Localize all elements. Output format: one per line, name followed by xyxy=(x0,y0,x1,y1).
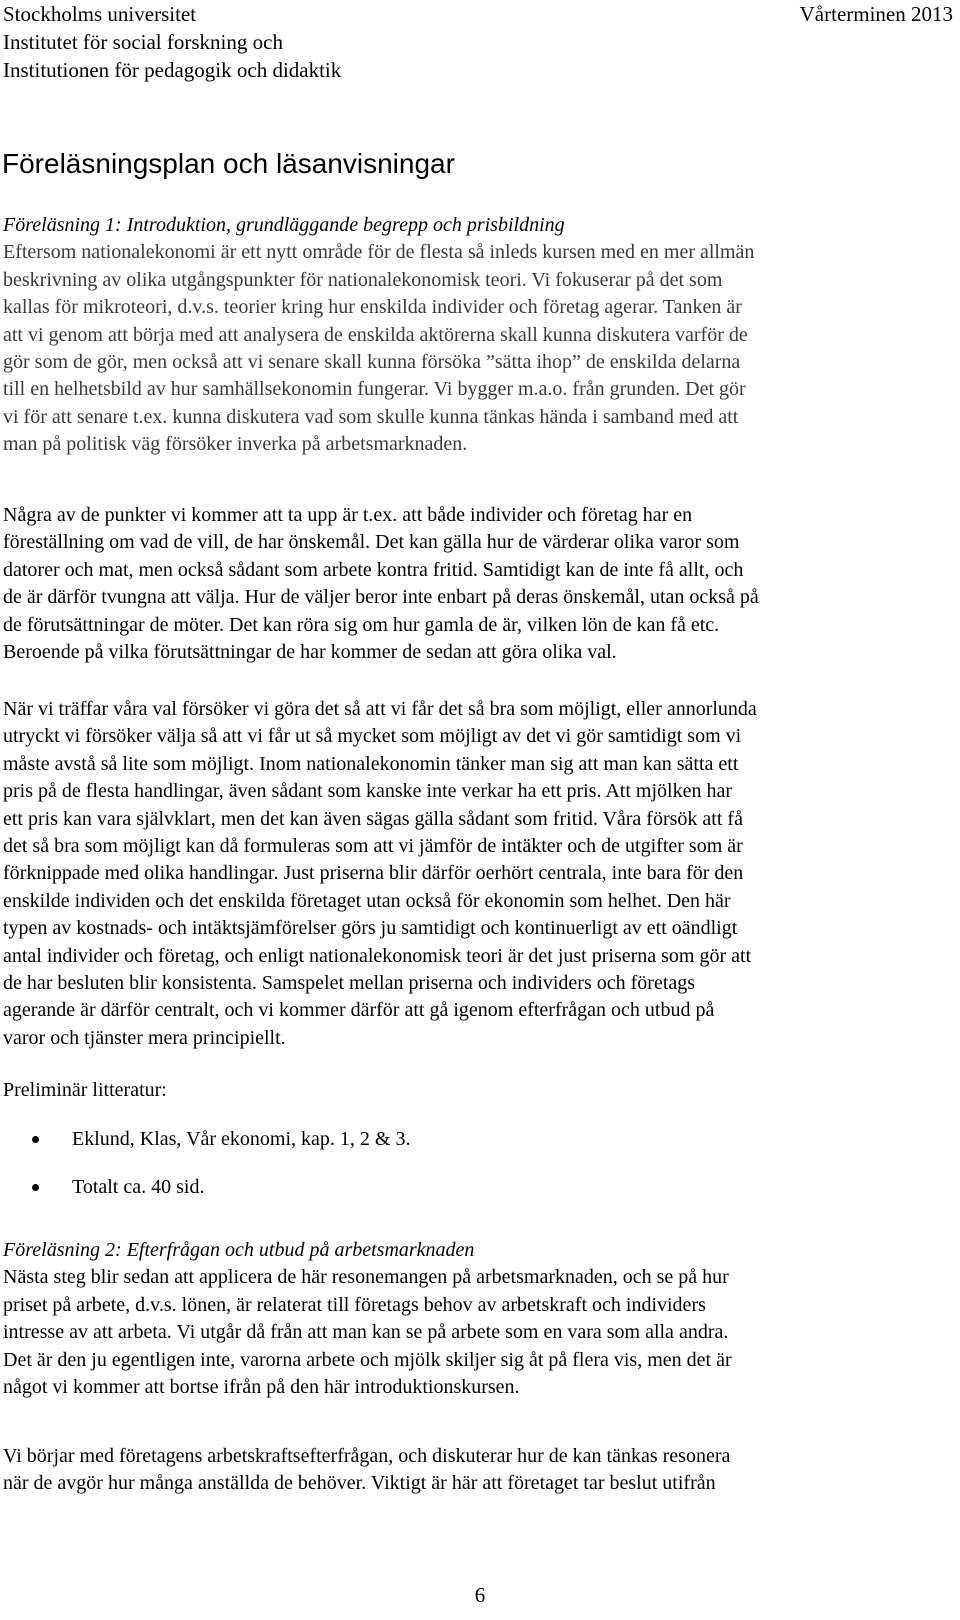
paragraph-line: varor och tjänster mera principiellt. xyxy=(3,1026,286,1049)
paragraph-line: förknippade med olika handlingar. Just priserna blir därför oerhört centrala, inte bara för den xyxy=(3,862,744,885)
paragraph-line: vi för att senare t.ex. kunna diskutera vad som skulle kunna tänkas hända i samband med att xyxy=(3,405,739,428)
paragraph-line: Några av de punkter vi kommer att ta upp är t.ex. att både individer och företag har en xyxy=(3,504,693,526)
literature-section xyxy=(3,1077,958,1104)
paragraph-line: de förutsättningar de möter. Det kan röra sig om hur gamla de är, vilken lön de kan få etc. xyxy=(3,613,720,636)
paragraph-line: att vi genom att börja med att analysera de enskilda aktörerna skall kunna diskutera varför de xyxy=(3,323,748,346)
paragraph-line: utryckt vi försöker välja så att vi får ut så mycket som möjligt av det vi gör samtidigt som vi xyxy=(3,725,742,748)
paragraph-line: när de avgör hur många anställda de behöver. Viktigt är här att företaget tar beslut utifrån xyxy=(3,1472,716,1495)
paragraph-line: man på politisk väg försöker inverka på arbetsmarknaden. xyxy=(3,433,468,456)
paragraph-line: agerande är därför centralt, och vi kommer därför att gå igenom efterfrågan och utbud på xyxy=(3,999,715,1022)
paragraph-line: typen av kostnads- och intäktsjämförelser görs ju samtidigt och kontinuerligt av ett oändligt xyxy=(3,917,738,940)
institute-line-1: Institutet för social forskning och xyxy=(3,30,283,54)
paragraph-line: antal individer och företag, och enligt nationalekonomisk teori är det just priserna som gör att xyxy=(3,944,752,967)
lecture-1-heading: Föreläsning 1: Introduktion, grundläggande begrepp och prisbildning xyxy=(3,214,565,236)
paragraph-line: datorer och mat, men också sådant som arbete kontra fritid. Samtidigt kan de inte få allt, och xyxy=(3,558,744,581)
literature-item: Totalt ca. 40 sid. xyxy=(72,1176,205,1198)
lecture-2-section xyxy=(3,1237,958,1401)
university-name: Stockholms universitet xyxy=(3,2,197,26)
paragraph-line: När vi träffar våra val försöker vi göra det så att vi får det så bra som möjligt, eller annorlunda xyxy=(3,698,757,720)
paragraph-line: intresse av att arbeta. Vi utgår då från att man kan se på arbete som en vara som alla andra. xyxy=(3,1321,729,1344)
bullet-icon xyxy=(32,1136,39,1143)
literature-list xyxy=(0,1126,950,1222)
literature-item: Eklund, Klas, Vår ekonomi, kap. 1, 2 & 3. xyxy=(72,1128,411,1150)
page-number: 6 xyxy=(474,1583,486,1607)
list-item xyxy=(0,1126,950,1174)
paragraph-line: till en helhetsbild av hur samhällsekonomin fungerar. Vi bygger m.a.o. från grunden. Det gör xyxy=(3,378,746,401)
paragraph-line: ett pris kan vara självklart, men det kan även sägas gälla sådant som fritid. Våra försök att få xyxy=(3,807,743,830)
term-label: Vårterminen 2013 xyxy=(799,2,953,26)
paragraph-line: Beroende på vilka förutsättningar de har kommer de sedan att göra olika val. xyxy=(3,641,617,664)
paragraph-line: måste avstå så lite som möjligt. Inom nationalekonomin tänker man sig att man kan sätta ett xyxy=(3,752,739,775)
paragraph-line: Vi börjar med företagens arbetskraftsefterfrågan, och diskuterar hur de kan tänkas resonera xyxy=(3,1445,731,1467)
lecture-1-section xyxy=(3,212,958,459)
page-header xyxy=(3,0,953,84)
paragraph-line: priset på arbete, d.v.s. lönen, är relaterat till företags behov av arbetskraft och individers xyxy=(3,1293,706,1316)
paragraph-line: enskilde individen och det enskilda företaget utan också för ekonomin som helhet. Den här xyxy=(3,889,731,912)
paragraph-line: pris på de flesta handlingar, även sådant som kanske inte verkar ha ett pris. Att mjölken har xyxy=(3,780,732,803)
literature-label: Preliminär litteratur: xyxy=(3,1079,167,1101)
bullet-icon xyxy=(32,1184,39,1191)
paragraph-line: det så bra som möjligt kan då formuleras som att vi jämför de intäkter och de utgifter som är xyxy=(3,835,743,858)
paragraph-line: beskrivning av olika utgångspunkter för nationalekonomisk teori. Vi fokuserar på det som xyxy=(3,268,723,291)
paragraph-line: Eftersom nationalekonomi är ett nytt område för de flesta så inleds kursen med en mer allmän xyxy=(3,241,755,264)
lecture-1-paragraph-1 xyxy=(3,239,958,458)
paragraph-line: något vi kommer att bortse ifrån på den här introduktionskursen. xyxy=(3,1376,520,1399)
lecture-1-paragraph-3 xyxy=(3,696,958,1052)
paragraph-line: föreställning om vad de vill, de har önskemål. Det kan gälla hur de värderar olika varor som xyxy=(3,531,740,554)
page-title: Föreläsningsplan och läsanvisningar xyxy=(2,148,455,179)
paragraph-line: Nästa steg blir sedan att applicera de här resonemangen på arbetsmarknaden, och se på hur xyxy=(3,1266,729,1289)
lecture-2-paragraph-2 xyxy=(3,1443,958,1498)
lecture-1-paragraph-2 xyxy=(3,502,958,666)
lecture-2-heading: Föreläsning 2: Efterfrågan och utbud på arbetsmarknaden xyxy=(3,1239,475,1261)
paragraph-line: de är därför tvungna att välja. Hur de väljer beror inte enbart på deras önskemål, utan också på xyxy=(3,586,759,609)
paragraph-line: gör som de gör, men också att vi senare skall kunna försöka ”sätta ihop” de enskilda delarna xyxy=(3,351,741,374)
paragraph-line: de har besluten blir konsistenta. Samspelet mellan priserna och individers och företags xyxy=(3,972,696,995)
paragraph-line: kallas för mikroteori, d.v.s. teorier kring hur enskilda individer och företag agerar. Tanken är xyxy=(3,296,742,319)
paragraph-line: Det är den ju egentligen inte, varorna arbete och mjölk skiljer sig åt på flera vis, men det är xyxy=(3,1348,732,1371)
institute-line-2: Institutionen för pedagogik och didaktik xyxy=(3,58,342,82)
list-item xyxy=(0,1174,950,1222)
